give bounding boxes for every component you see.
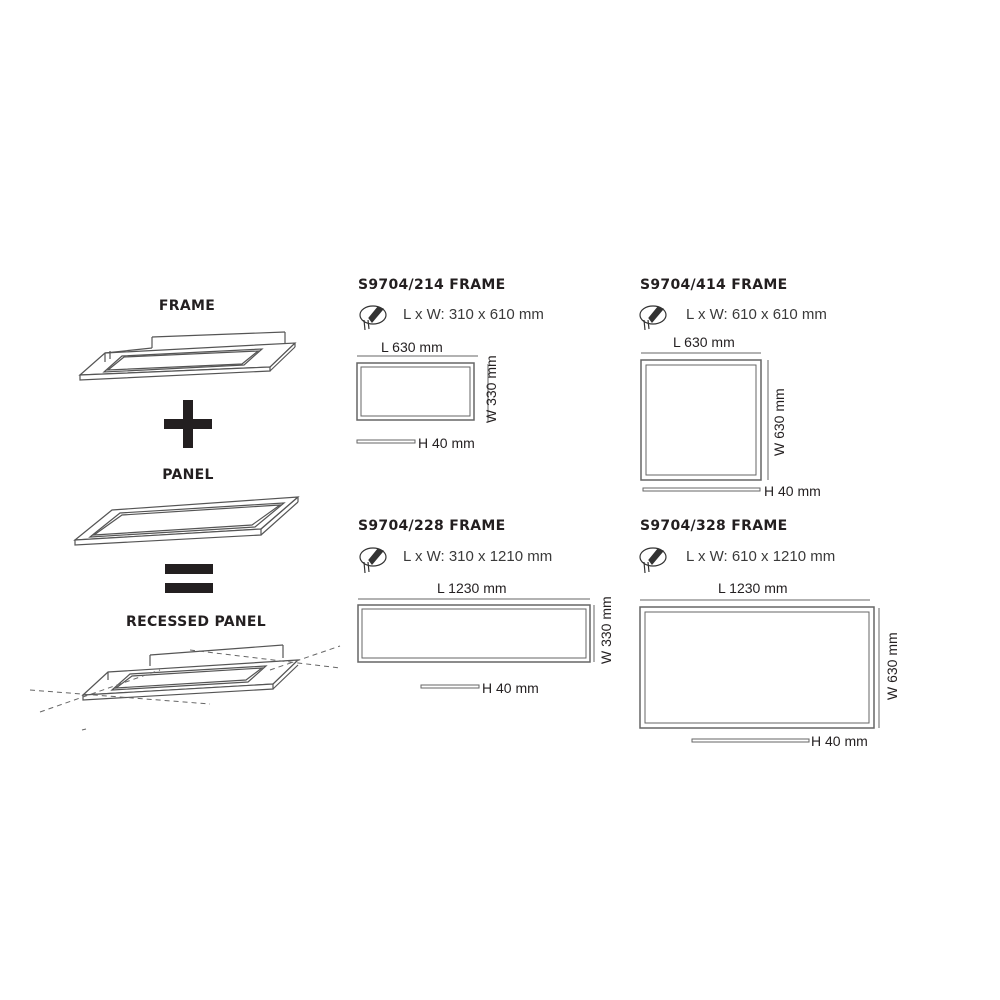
product-title: S9704/328 FRAME (640, 518, 788, 534)
height-dimension: H 40 mm (764, 483, 821, 499)
recessed-panel-label: RECESSED PANEL (126, 614, 266, 630)
length-dimension: L 1230 mm (718, 580, 788, 596)
equals-icon (165, 564, 213, 593)
frame-label: FRAME (158, 298, 216, 314)
length-dimension: L 630 mm (381, 339, 443, 355)
width-dimension: W 630 mm (771, 388, 787, 456)
width-dimension: W 630 mm (884, 632, 900, 700)
length-dimension: L 630 mm (673, 334, 735, 350)
height-dimension: H 40 mm (418, 435, 475, 451)
height-dimension: H 40 mm (811, 733, 868, 749)
product-spec: L x W: 610 x 610 mm (686, 306, 827, 323)
plus-icon (164, 400, 212, 448)
ceiling-plane-lines (30, 646, 340, 730)
height-dimension: H 40 mm (482, 680, 539, 696)
panel-drawing (75, 497, 298, 545)
product-spec: L x W: 310 x 1210 mm (403, 548, 553, 565)
product-title: S9704/214 FRAME (358, 277, 506, 293)
product-title: S9704/414 FRAME (640, 277, 788, 293)
product-spec: L x W: 310 x 610 mm (403, 306, 544, 323)
width-dimension: W 330 mm (483, 355, 499, 423)
panel-label: PANEL (162, 467, 214, 483)
recessed-panel-drawing (83, 645, 298, 700)
frame-drawing (80, 332, 295, 380)
width-dimension: W 330 mm (598, 596, 614, 664)
product-title: S9704/228 FRAME (358, 518, 506, 534)
length-dimension: L 1230 mm (437, 580, 507, 596)
product-spec: L x W: 610 x 1210 mm (686, 548, 836, 565)
